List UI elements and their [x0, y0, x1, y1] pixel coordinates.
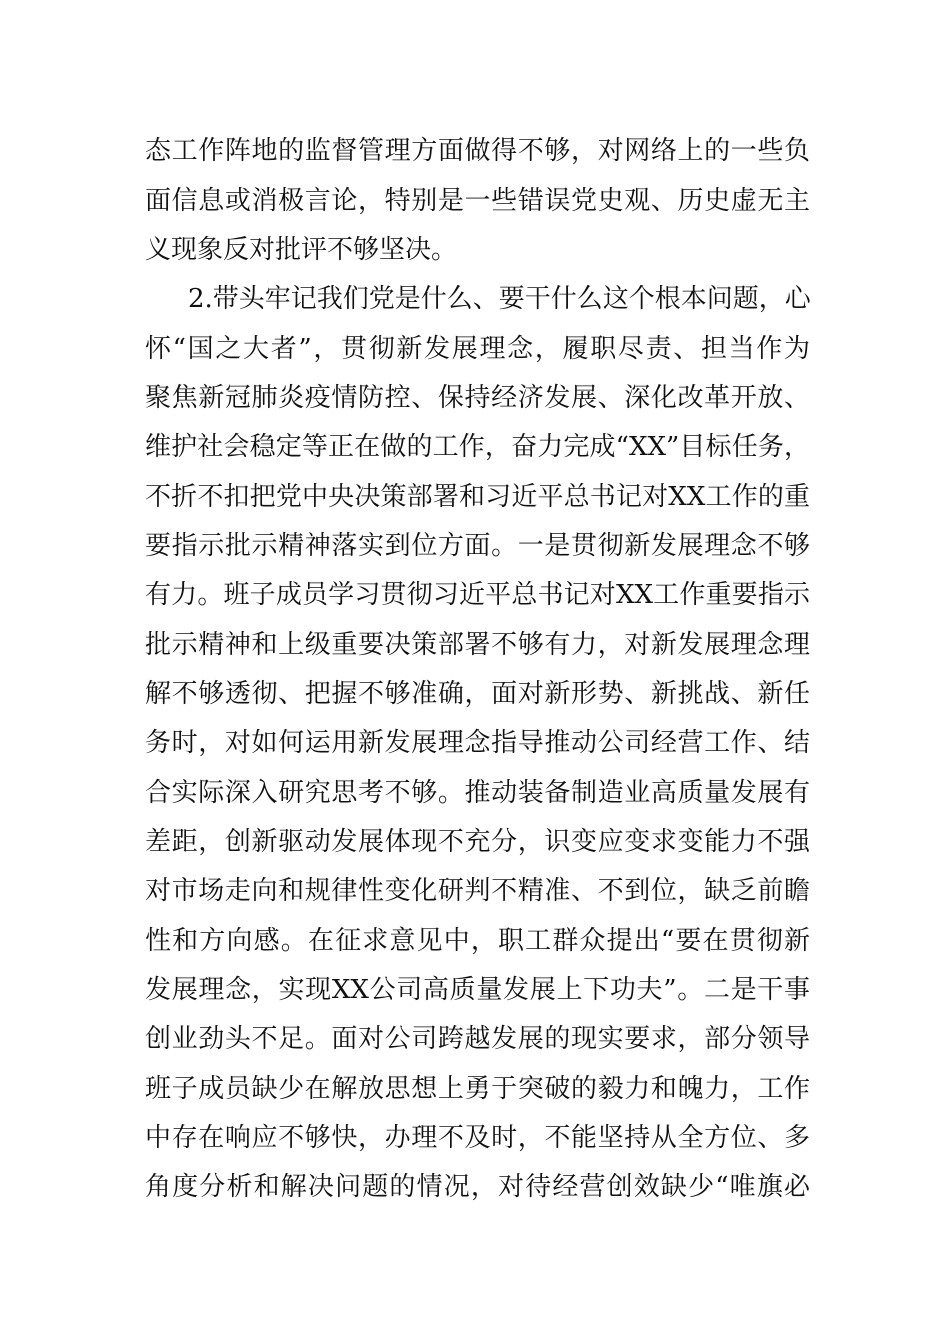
text-line: 态工作阵地的监督管理方面做得不够，对网络上的一些负 — [145, 136, 810, 166]
text-line: 2.带头牢记我们党是什么、要干什么这个根本问题，心 — [188, 284, 811, 314]
text-line: 面信息或消极言论，特别是一些错误党史观、历史虚无主 — [145, 186, 810, 216]
text-line: 班子成员缺少在解放思想上勇于突破的毅力和魄力，工作 — [145, 1074, 810, 1104]
text-line: 聚焦新冠肺炎疫情防控、保持经济发展、深化改革开放、 — [145, 383, 810, 413]
text-line: 务时，对如何运用新发展理念指导推动公司经营工作、结 — [145, 728, 810, 758]
text-line: 创业劲头不足。面对公司跨越发展的现实要求，部分领导 — [145, 1024, 810, 1054]
text-line: 要指示批示精神落实到位方面。一是贯彻新发展理念不够 — [145, 531, 810, 561]
text-line: 差距，创新驱动发展体现不充分，识变应变求变能力不强 — [145, 827, 810, 857]
text-line: 角度分析和解决问题的情况，对待经营创效缺少“唯旗必 — [145, 1172, 810, 1202]
text-line: 对市场走向和规律性变化研判不精准、不到位，缺乏前瞻 — [145, 876, 810, 906]
text-line: 中存在响应不够快，办理不及时，不能坚持从全方位、多 — [145, 1123, 810, 1153]
text-line: 批示精神和上级重要决策部署不够有力，对新发展理念理 — [145, 630, 810, 660]
text-line: 维护社会稳定等正在做的工作，奋力完成“XX”目标任务， — [145, 432, 810, 462]
text-line: 性和方向感。在征求意见中，职工群众提出“要在贯彻新 — [145, 926, 810, 956]
text-line: 怀“国之大者”，贯彻新发展理念，履职尽责、担当作为 — [145, 334, 810, 364]
text-line: 发展理念，实现XX公司高质量发展上下功夫”。二是干事 — [145, 975, 810, 1005]
text-line: 解不够透彻、把握不够准确，面对新形势、新挑战、新任 — [145, 679, 810, 709]
text-line: 义现象反对批评不够坚决。 — [145, 235, 458, 265]
text-line: 有力。班子成员学习贯彻习近平总书记对XX工作重要指示 — [145, 580, 810, 610]
text-line: 合实际深入研究思考不够。推动装备制造业高质量发展有 — [145, 778, 810, 808]
text-line: 不折不扣把党中央决策部署和习近平总书记对XX工作的重 — [145, 482, 810, 512]
